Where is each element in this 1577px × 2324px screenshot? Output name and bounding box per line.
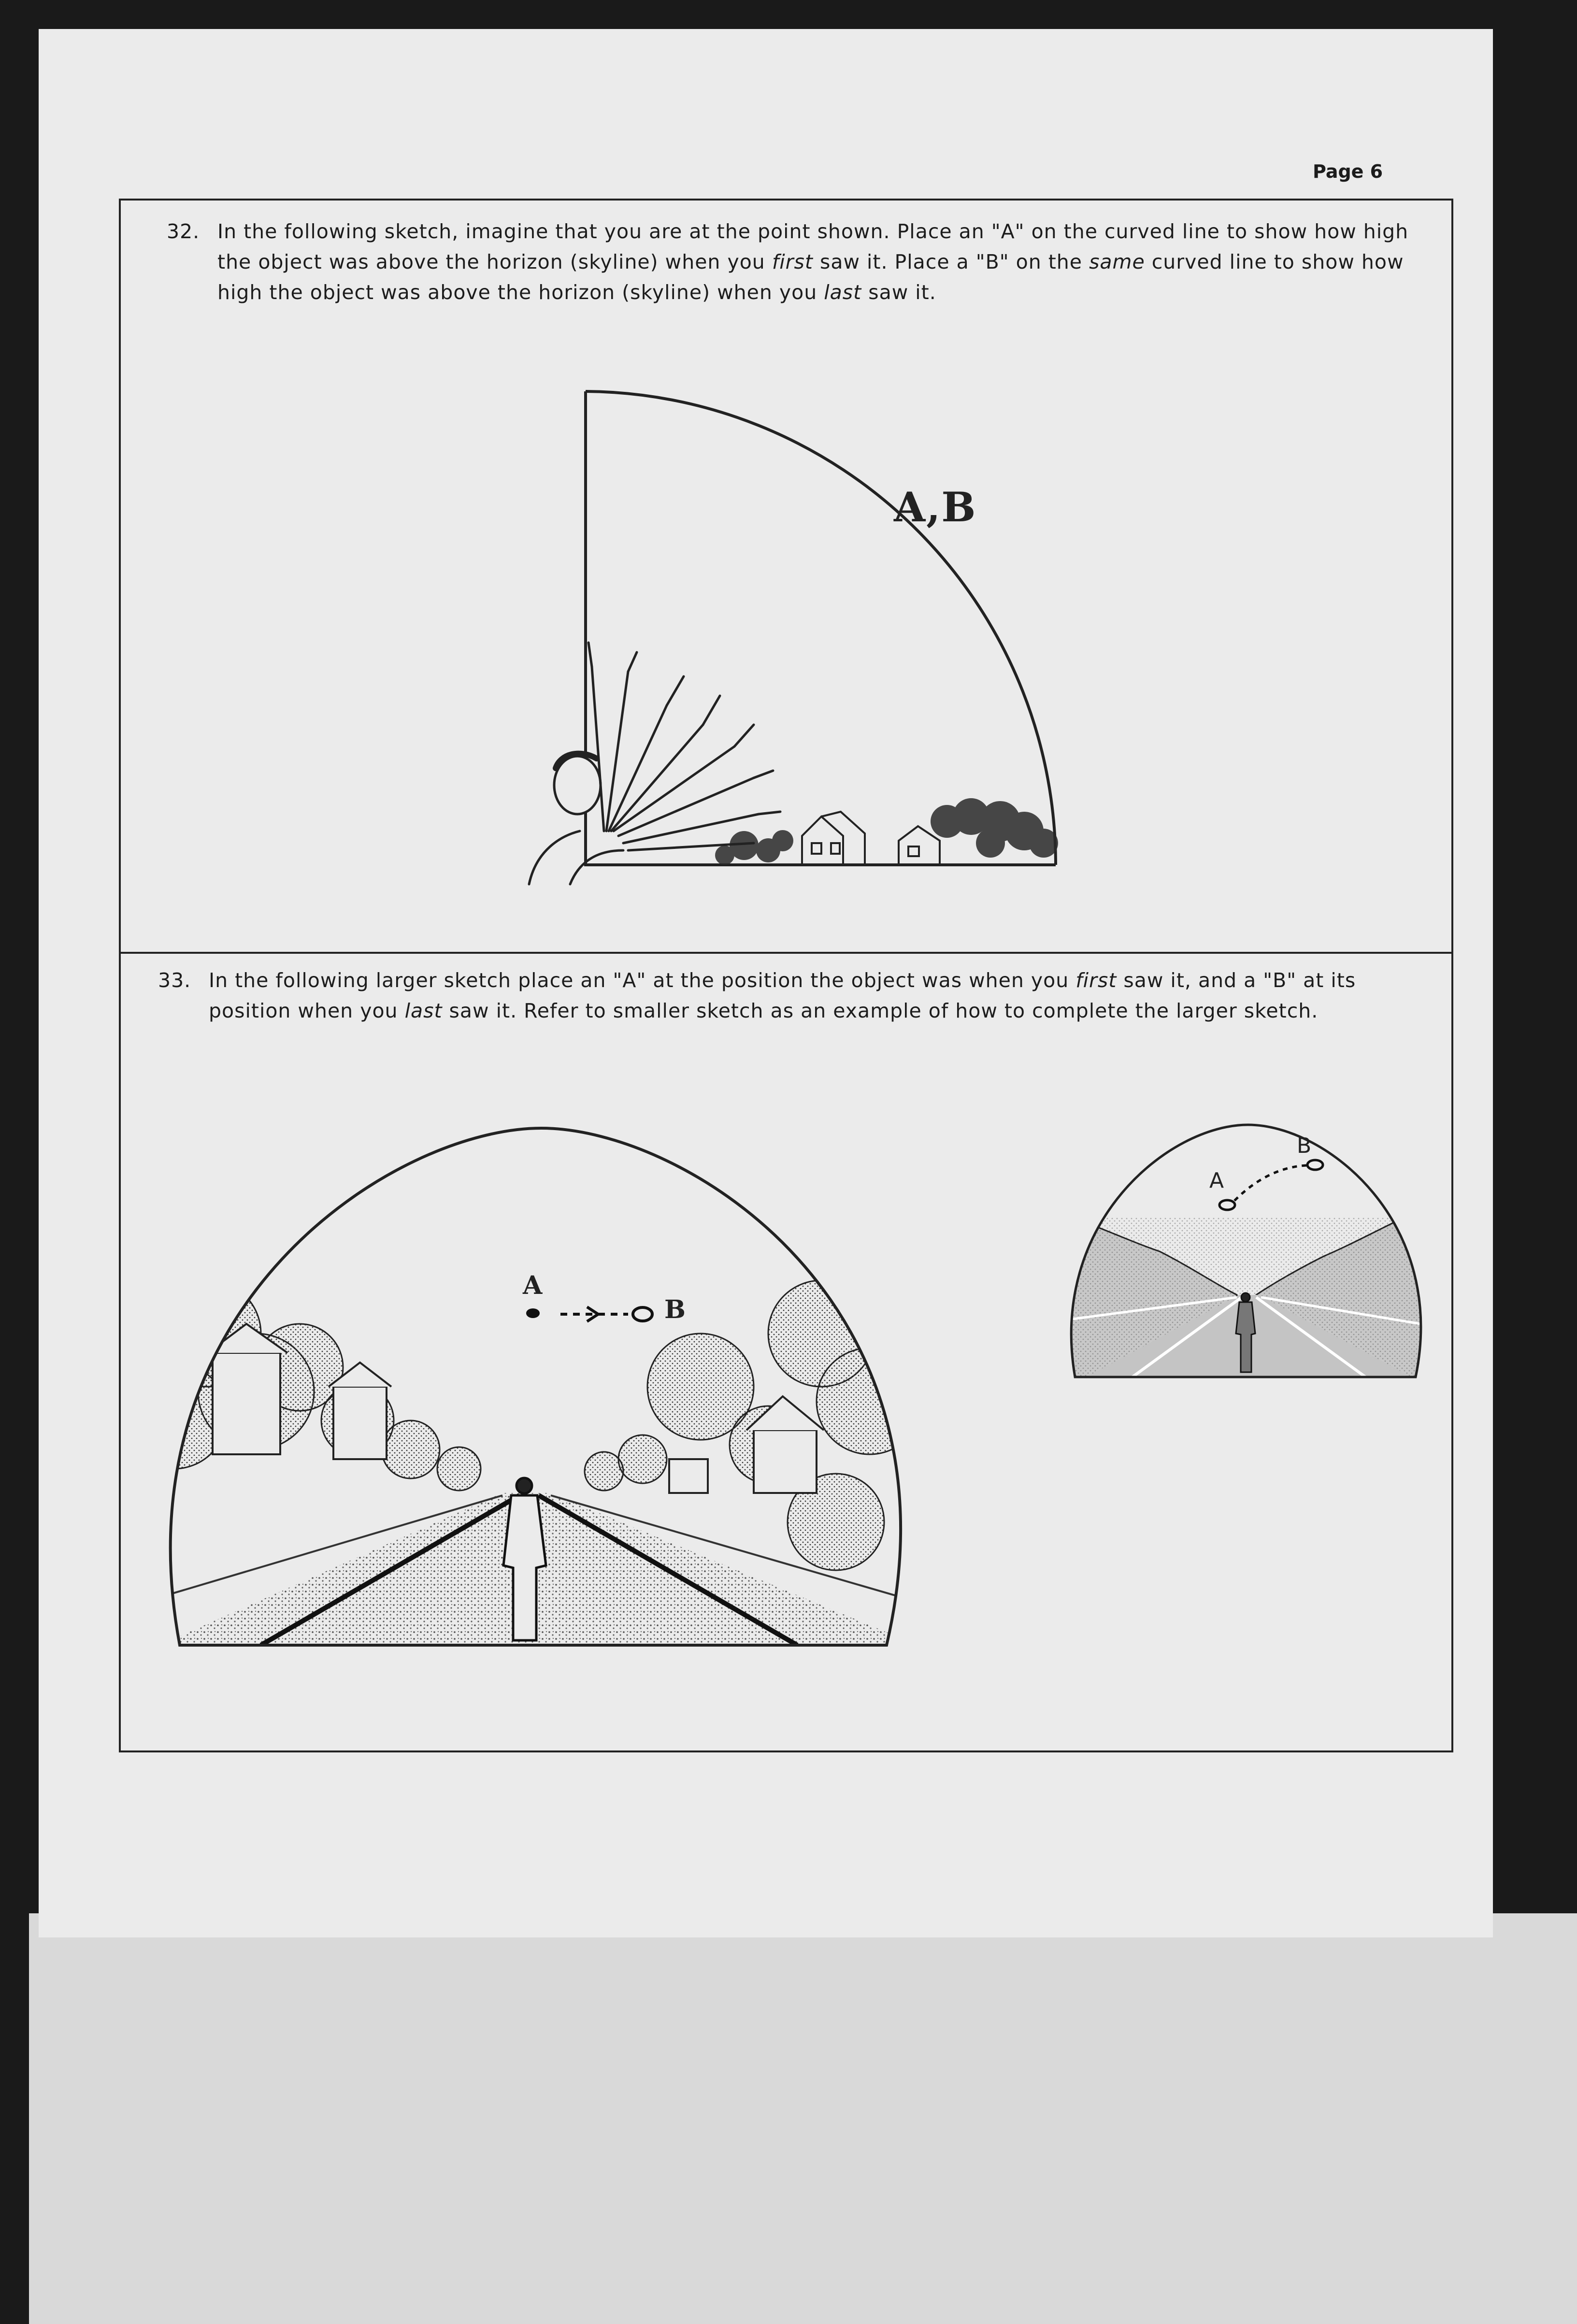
example-b-label: B xyxy=(1297,1133,1312,1158)
answer-33-b-label: B xyxy=(664,1295,687,1324)
question-text: saw it. xyxy=(861,281,936,304)
sky-arc xyxy=(586,391,1056,865)
question-text: curved line to show how high the object was above the horizon (skyline) when you xyxy=(217,250,1404,304)
tree-icon xyxy=(715,798,1058,865)
question-emphasis: last xyxy=(824,281,862,304)
question-emphasis: last xyxy=(404,999,443,1022)
question-32 xyxy=(167,216,1416,308)
question-33 xyxy=(158,965,1436,1026)
example-a-label: A xyxy=(1209,1168,1224,1193)
question-text: saw it. Place a "B" on the xyxy=(813,250,1090,273)
question-emphasis: first xyxy=(1075,969,1117,992)
question-number: 33. xyxy=(158,969,191,992)
question-text: saw it, and a "B" at its position when you xyxy=(209,969,1356,1022)
small-example-sketch xyxy=(1068,1125,1425,1382)
answer-33-a-label: A xyxy=(523,1271,544,1300)
question-number: 32. xyxy=(167,220,200,243)
large-street-sketch xyxy=(121,1128,923,1645)
page-number: Page 6 xyxy=(1313,161,1383,182)
question-text: In the following larger sketch place an "A" at the position the object was when you xyxy=(209,969,1076,992)
house-icon xyxy=(802,812,940,865)
question-text: In the following sketch, imagine that you are at the point shown. Place an "A" on the curved line to show how high the object was above the horizon (skyline) when you xyxy=(217,220,1409,273)
question-emphasis: first xyxy=(772,250,813,273)
quarter-circle-sketch xyxy=(529,391,1058,884)
question-text: saw it. Refer to smaller sketch as an example of how to complete the larger sketch. xyxy=(442,999,1319,1022)
question-emphasis: same xyxy=(1089,250,1145,273)
tree-icon xyxy=(121,1280,481,1491)
answer-32-label: A,B xyxy=(894,483,977,531)
